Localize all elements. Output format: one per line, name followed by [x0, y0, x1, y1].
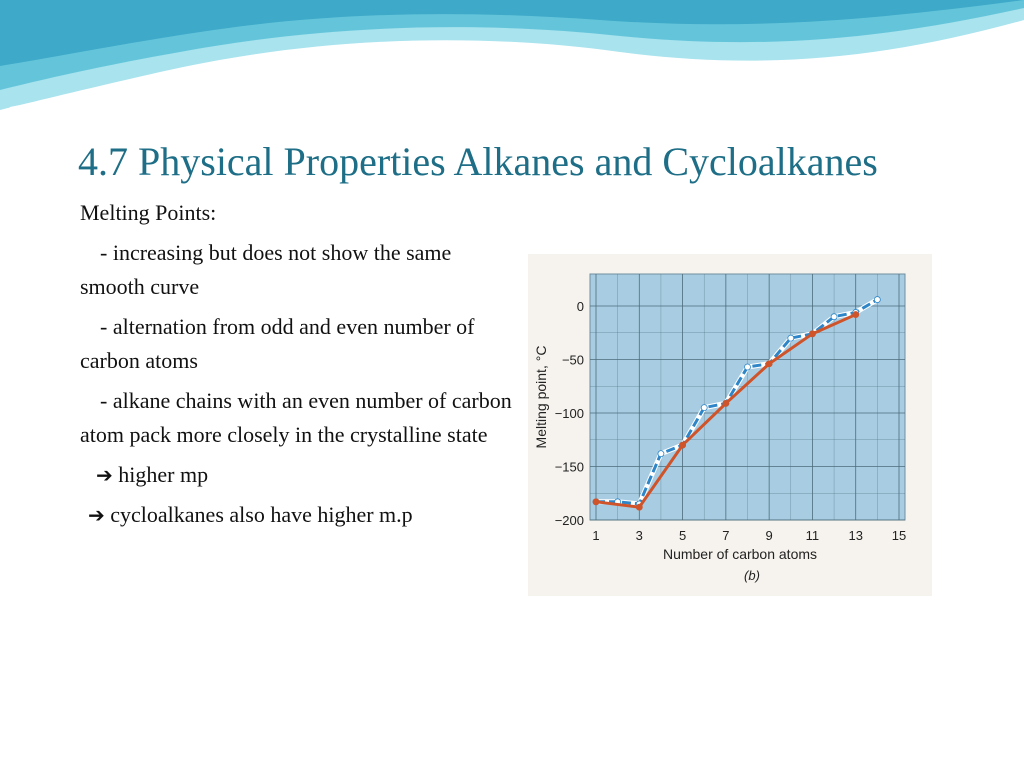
series-point [766, 361, 772, 367]
y-tick-label: 0 [576, 299, 584, 314]
series-point [701, 405, 707, 411]
arrow-point-text: higher mp [118, 462, 209, 487]
series-point [809, 331, 815, 337]
x-tick-label: 1 [592, 528, 600, 543]
arrow-point-cycloalkanes [80, 498, 520, 532]
series-point [853, 312, 859, 318]
x-tick-label: 9 [765, 528, 773, 543]
y-tick-label: −100 [554, 406, 584, 421]
series-point [593, 499, 599, 505]
header-wave-decoration [0, 0, 1024, 120]
series-point [658, 451, 664, 457]
x-tick-label: 5 [678, 528, 687, 543]
y-tick-label: −50 [561, 352, 584, 368]
x-tick-label: 7 [722, 528, 730, 543]
series-point [788, 335, 794, 341]
y-tick-label: −150 [554, 459, 584, 475]
chart-caption: (b) [744, 568, 760, 583]
series-point [636, 504, 642, 510]
slide-body [80, 196, 520, 532]
y-tick-label: −200 [554, 513, 584, 528]
x-tick-label: 13 [848, 528, 863, 543]
bullet-odd-even: - alternation from odd and even number of carbon atoms [80, 314, 475, 373]
arrow-right-icon: ➔ [96, 463, 113, 487]
melting-point-chart [528, 254, 932, 596]
y-axis-label: Melting point, °C [533, 345, 549, 449]
series-point [723, 400, 729, 406]
x-axis-label: Number of carbon atoms [662, 546, 818, 562]
bullet-crystalline: - alkane chains with an even number of carbon atom pack more closely in the crystalline state [80, 388, 512, 447]
arrow-right-icon: ➔ [88, 503, 105, 527]
series-point [680, 442, 686, 448]
slide-title: 4.7 Physical Properties Alkanes and Cycloalkanes [78, 139, 878, 184]
bullet-smooth-curve: - increasing but does not show the same smooth curve [80, 240, 452, 299]
arrow-point-text: cycloalkanes also have higher m.p [110, 502, 413, 527]
x-tick-label: 3 [635, 528, 643, 543]
melting-point-chart-image [528, 254, 932, 596]
series-point [831, 314, 837, 320]
series-point [874, 297, 880, 303]
series-point [745, 364, 751, 370]
x-tick-label: 11 [805, 528, 820, 543]
melting-points-heading: Melting Points: [80, 200, 217, 225]
x-tick-label: 15 [891, 528, 907, 543]
arrow-point-higher-mp [80, 458, 520, 492]
